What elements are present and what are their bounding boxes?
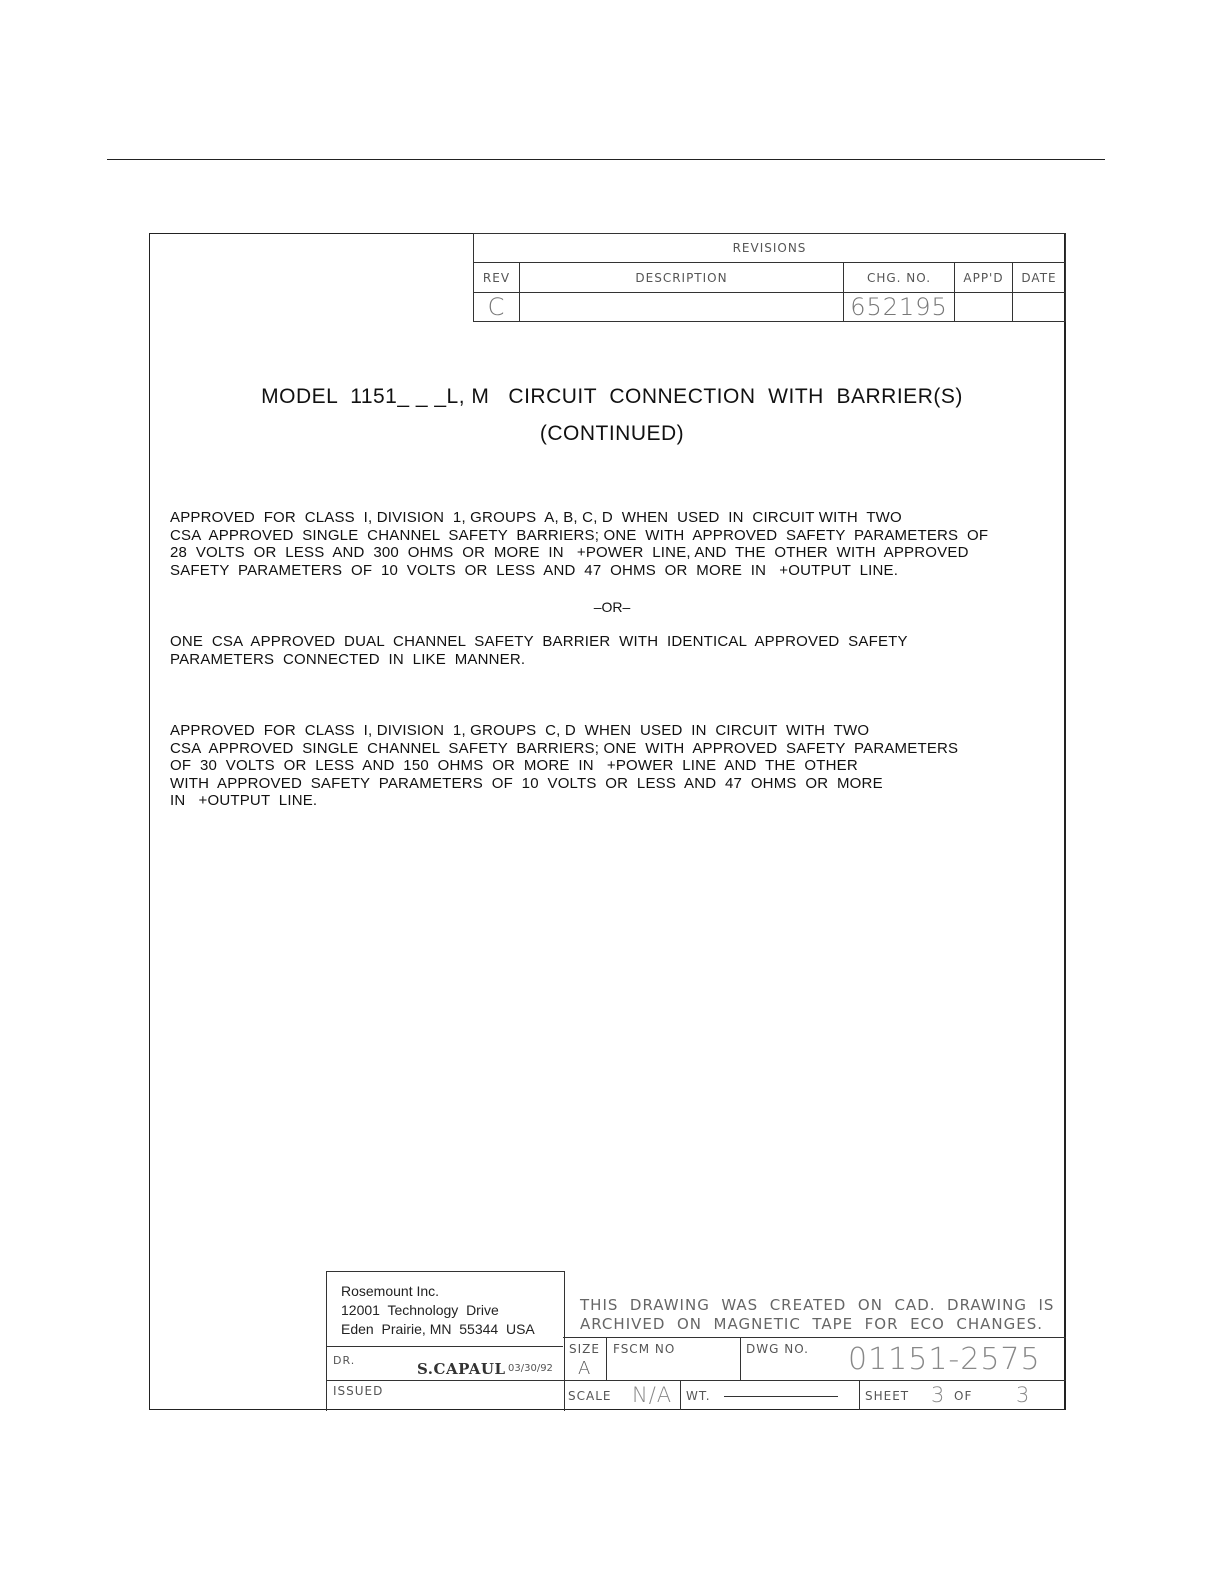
drawing-subtitle: (CONTINUED) xyxy=(539,422,685,445)
description-value xyxy=(520,293,844,322)
date-value xyxy=(1013,293,1066,322)
scale-label: SCALE xyxy=(568,1389,612,1403)
drawn-date: 03/30/92 xyxy=(508,1363,553,1374)
dr-label: DR. xyxy=(333,1354,356,1367)
size-value: A xyxy=(578,1358,592,1379)
rev-col-header: REV xyxy=(474,263,520,293)
or-separator: –OR– xyxy=(593,599,631,615)
sheet-value: 3 xyxy=(931,1383,946,1407)
appd-col-header: APP'D xyxy=(955,263,1013,293)
revision-row xyxy=(474,293,1066,322)
drawing-title: MODEL 1151_ _ _L, M CIRCUIT CONNECTION WITH BARRIER(S) xyxy=(261,385,963,408)
drawn-by: S.CAPAUL xyxy=(417,1360,506,1378)
header-rule xyxy=(107,159,1105,160)
of-label: OF xyxy=(954,1389,973,1403)
date-col-header: DATE xyxy=(1013,263,1066,293)
issued-label: ISSUED xyxy=(333,1384,384,1398)
sheet-label: SHEET xyxy=(865,1389,910,1403)
fscm-label: FSCM NO xyxy=(613,1342,676,1356)
chg-no-value: 652195 xyxy=(844,293,955,322)
rev-value: C xyxy=(474,293,520,322)
size-label: SIZE xyxy=(569,1342,600,1356)
drawing-frame xyxy=(149,233,1066,1410)
company-address: Rosemount Inc. 12001 Technology Drive Eden Prairie, MN 55344 USA xyxy=(341,1283,535,1337)
scale-value: N/A xyxy=(632,1383,673,1407)
appd-value xyxy=(955,293,1013,322)
dwg-label: DWG NO. xyxy=(746,1342,809,1356)
wt-line xyxy=(724,1396,838,1398)
revisions-header: REVISIONS xyxy=(474,234,1066,263)
chg-no-col-header: CHG. NO. xyxy=(844,263,955,293)
cad-note: THIS DRAWING WAS CREATED ON CAD. DRAWING IS ARCHIVED ON MAGNETIC TAPE FOR ECO CHANGES. xyxy=(580,1296,1055,1333)
description-col-header: DESCRIPTION xyxy=(520,263,844,293)
approval-paragraph-3: APPROVED FOR CLASS I, DIVISION 1, GROUPS C, D WHEN USED IN CIRCUIT WITH TWO CSA APPROVED SINGLE CHANNEL SAFETY BARRIERS; ONE WITH APPROVED SAFETY PARAMETERS OF 30 VOLTS OR LESS AND 150 OHMS OR MORE IN +POWER LINE AND THE OTHER WITH APPROVED SAFETY PARAMETERS OF 10 VOLTS OR LESS AND 47 OHMS OR MORE IN +OUTPUT LINE. xyxy=(170,722,959,809)
approval-paragraph-1: APPROVED FOR CLASS I, DIVISION 1, GROUPS A, B, C, D WHEN USED IN CIRCUIT WITH TWO CSA APPROVED SINGLE CHANNEL SAFETY BARRIERS; ONE WITH APPROVED SAFETY PARAMETERS OF 28 VOLTS OR LESS AND 300 OHMS OR MORE IN +POWER LINE, AND THE OTHER WITH APPROVED SAFETY PARAMETERS OF 10 VOLTS OR LESS AND 47 OHMS OR MORE IN +OUTPUT LINE. xyxy=(170,509,989,579)
revisions-table xyxy=(473,233,1066,322)
dwg-number: 01151-2575 xyxy=(848,1342,1041,1377)
approval-paragraph-2: ONE CSA APPROVED DUAL CHANNEL SAFETY BARRIER WITH IDENTICAL APPROVED SAFETY PARAMETERS CONNECTED IN LIKE MANNER. xyxy=(170,633,908,668)
wt-label: WT. xyxy=(686,1389,711,1403)
of-value: 3 xyxy=(1016,1383,1031,1407)
